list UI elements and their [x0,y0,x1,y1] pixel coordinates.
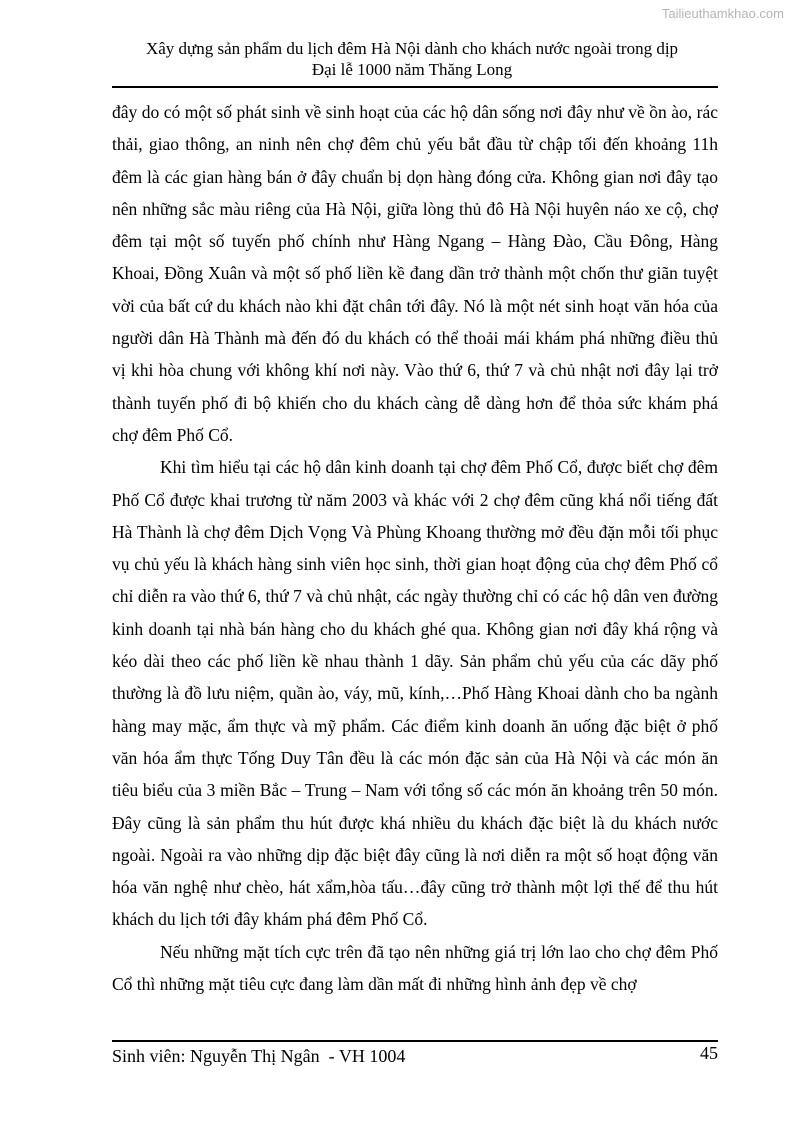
body-paragraph: Nếu những mặt tích cực trên đã tạo nên những giá trị lớn lao cho chợ đêm Phố Cổ thì những mặt tiêu cực đang làm dần mất đi những hình ảnh đẹp về chợ [112,941,718,995]
body-paragraph: Khi tìm hiểu tại các hộ dân kinh doanh tại chợ đêm Phố Cổ, được biết chợ đêm Phố Cổ được khai trương từ năm 2003 và khác với 2 chợ đêm cũng khá nổi tiếng đất Hà Thành là chợ đêm Dịch Vọng Và Phùng Khoang thường mở đều đặn mỗi tối phục vụ chủ yếu là khách hàng sinh viên học sinh, thời gian hoạt động của chợ đêm Phố cổ chỉ diễn ra vào thứ 6, thứ 7 và chủ nhật, các ngày thường chỉ có các hộ dân ven đường kinh doanh tại nhà bán hàng cho du khách ghé qua. Không gian nơi đây khá rộng và kéo dài theo các phố liền kề nhau thành 1 dãy. Sản phẩm chủ yếu của các dãy phố thường là đồ lưu niệm, quần ào, váy, mũ, kính,…Phố Hàng Khoai dành cho ba ngành hàng may mặc, ẩm thực và mỹ phẩm. Các điểm kinh doanh ăn uống đặc biệt ở phố văn hóa ẩm thực Tống Duy Tân đều là các món đặc sản của Hà Nội và các món ăn tiêu biểu của 3 miền Bắc – Trung – Nam với tổng số các món ăn khoảng trên 50 món. Đây cũng là sản phẩm thu hút được khá nhiều du khách đặc biệt là du khách nước ngoài. Ngoài ra vào những dịp đặc biệt đây cũng là nơi diễn ra một số hoạt động văn hóa văn nghệ như chèo, hát xẩm,hòa tấu…đây cũng trở thành một lợi thế để thu hút khách du lịch tới đây khám phá đêm Phố Cổ. [112,457,718,930]
page-number: 45 [700,1043,718,1063]
body-paragraph: đây do có một số phát sinh về sinh hoạt của các hộ dân sống nơi đây như về ồn ào, rác thải, giao thông, an ninh nên chợ đêm chủ yếu bắt đầu từ chập tối đến khoảng 11h đêm là các gian hàng bán ở đây chuẩn bị dọn hàng đóng cửa. Không gian nơi đây tạo nên những sắc màu riêng của Hà Nội, giữa lòng thủ đô Hà Nội huyên náo xe cộ, chợ đêm tại một số tuyến phố chính như Hàng Ngang – Hàng Đào, Cầu Đông, Hàng Khoai, Đồng Xuân và một số phố liền kề đang dần trở thành một chốn thư giãn tuyệt vời của bất cứ du khách nào khi đặt chân tới đây. Nó là một nét sinh hoạt văn hóa của người dân Hà Thành mà đến đó du khách có thể thoải mái khám phá những điều thủ vị khi hòa chung với không khí nơi này. Vào thứ 6, thứ 7 và chủ nhật nơi đây lại trở thành tuyến phố đi bộ khiến cho du khách càng dễ dàng hơn để thỏa sức khám phá chợ đêm Phố Cổ. [112,102,718,445]
header-divider [112,86,718,88]
watermark-text: Tailieuthamkhao.com [661,6,784,21]
footer-author: Sinh viên: Nguyễn Thị Ngân - VH 1004 [112,1046,406,1066]
footer-divider [112,1040,718,1042]
document-body [112,96,718,1000]
header-title-line-2: Đại lễ 1000 năm Thăng Long [311,60,513,79]
header-title-line-1: Xây dựng sản phẩm du lịch đêm Hà Nội dành cho khách nước ngoài trong dịp [145,39,679,58]
page-header [112,38,712,80]
